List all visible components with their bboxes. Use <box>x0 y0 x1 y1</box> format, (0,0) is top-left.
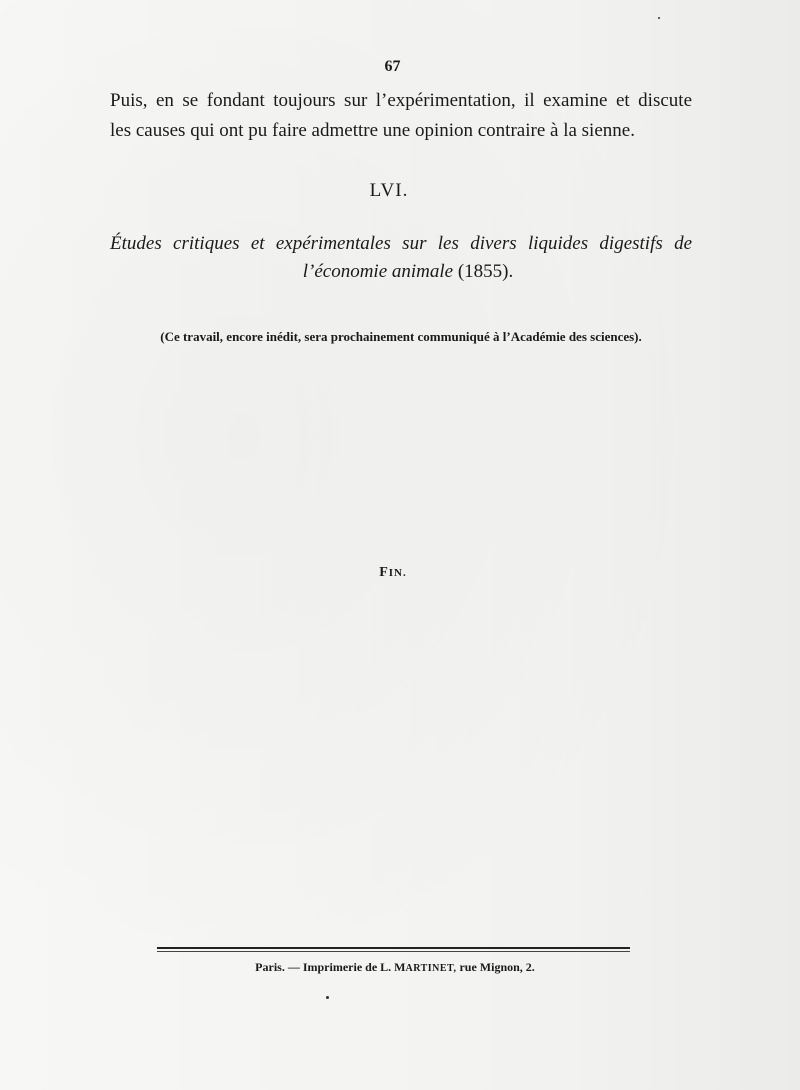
ink-speck <box>326 996 329 999</box>
ink-speck <box>658 17 660 19</box>
imprint-suffix: rue Mignon, 2. <box>459 960 535 974</box>
section-title-subject: l’économie animale <box>302 261 454 282</box>
section-title-line-1: Études critiques et expérimentales sur les divers liquides digestifs de <box>110 233 692 254</box>
page-number: 67 <box>384 58 401 75</box>
section-title <box>110 230 692 286</box>
imprint-name-initial: M <box>394 960 406 974</box>
intro-line-1: Puis, en se fondant toujours sur l’expérimentation, il examine et discute <box>110 90 692 111</box>
section-title-line-2 <box>110 258 692 286</box>
imprint-prefix: Paris. — Imprimerie de L. <box>255 960 392 974</box>
end-mark-initial: F <box>379 565 389 580</box>
intro-paragraph <box>110 86 692 146</box>
end-mark <box>0 565 786 581</box>
editorial-note: (Ce travail, encore inédit, sera prochainement communiqué à l’Académie des sciences). <box>160 329 642 344</box>
section-title-year: (1855). <box>457 261 514 282</box>
imprint-name-rest: ARTINET, <box>405 963 457 974</box>
footer-rule-thin <box>157 951 630 952</box>
footer-rule <box>157 947 630 949</box>
end-mark-rest: IN. <box>388 567 407 579</box>
intro-line-2: les causes qui ont pu faire admettre une opinion contraire à la sienne. <box>110 120 635 141</box>
section-number: LVI. <box>369 180 409 201</box>
printer-imprint <box>0 960 790 975</box>
